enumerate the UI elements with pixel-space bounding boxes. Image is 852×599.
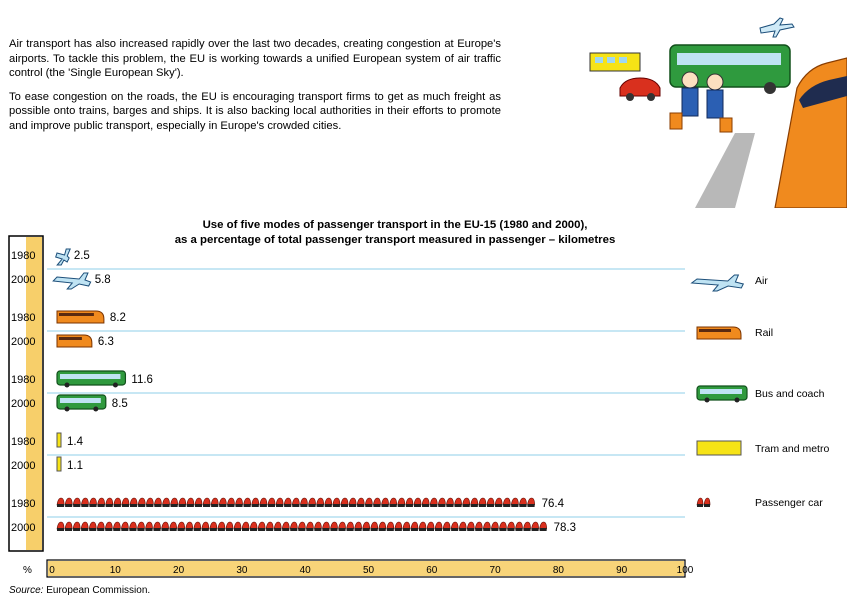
legend-label-car: Passenger car <box>755 497 823 509</box>
x-tick-label: 50 <box>362 565 375 576</box>
chart-title: Use of five modes of passenger transport in the EU-15 (1980 and 2000), <box>202 219 588 231</box>
year-label: 1980 <box>11 312 36 324</box>
value-label-air-1980: 2.5 <box>73 250 90 262</box>
x-tick-label: 30 <box>236 565 248 576</box>
x-tick-label: 0 <box>49 565 55 576</box>
value-label-tram-1980: 1.4 <box>67 436 83 448</box>
legend-icon-tram <box>697 441 741 455</box>
legend-icon-rail <box>697 327 741 339</box>
value-label-rail-2000: 6.3 <box>97 336 114 348</box>
value-label-car-1980: 76.4 <box>541 498 565 510</box>
value-label-tram-2000: 1.1 <box>67 460 83 472</box>
bar-rail-2000 <box>57 335 92 347</box>
x-tick-label: 40 <box>299 565 311 576</box>
x-tick-label: 60 <box>426 565 438 576</box>
x-tick-label: 100 <box>676 565 694 576</box>
chart-subtitle: as a percentage of total passenger transport measured in passenger – kilometres <box>174 234 616 246</box>
legend-label-tram: Tram and metro <box>755 443 830 455</box>
x-tick-label: 10 <box>109 565 121 576</box>
year-label: 1980 <box>11 498 36 510</box>
source-note <box>9 585 150 596</box>
year-label: 2000 <box>11 460 36 472</box>
legend-label-bus: Bus and coach <box>755 388 825 400</box>
source-text: European Commission. <box>43 585 151 596</box>
year-label: 1980 <box>11 436 36 448</box>
legend-icon-air <box>692 275 744 291</box>
legend-icon-bus <box>697 386 747 403</box>
legend-label-air: Air <box>755 275 768 287</box>
value-label-car-2000: 78.3 <box>553 522 577 534</box>
bar-bus-2000 <box>57 395 106 412</box>
year-label: 2000 <box>11 522 36 534</box>
value-label-rail-1980: 8.2 <box>109 312 126 324</box>
bar-rail-1980 <box>57 311 104 323</box>
legend-label-rail: Rail <box>755 327 774 339</box>
x-tick-label: 20 <box>173 565 185 576</box>
bar-car-1980 <box>57 498 535 507</box>
x-tick-label: 70 <box>489 565 501 576</box>
year-label: 1980 <box>11 374 36 386</box>
value-label-bus-2000: 8.5 <box>111 398 128 410</box>
intro-paragraph-2: To ease congestion on the roads, the EU is encouraging transport firms to get as much freight as possible onto trains, barges and ships. It is also backing local authorities in their efforts to promote and improve public transport, especially in Europe's crowded cities. <box>9 90 501 132</box>
intro-paragraph-1: Air transport has also increased rapidly over the last two decades, creating congestion at Europe's airports. To tackle this problem, the EU is working towards a unified European system of air traffic control (the 'Single European Sky'). <box>9 38 501 80</box>
legend-icon-car <box>697 498 710 507</box>
bar-tram-1980 <box>57 433 61 447</box>
value-label-bus-1980: 11.6 <box>131 374 153 386</box>
x-tick-label: 80 <box>552 565 564 576</box>
bar-bus-1980 <box>57 371 125 388</box>
bar-air-2000 <box>53 273 90 289</box>
year-label: 2000 <box>11 398 36 410</box>
bar-car-2000 <box>57 522 547 531</box>
value-label-air-2000: 5.8 <box>94 274 111 286</box>
source-label: Source: <box>9 585 44 596</box>
year-label: 1980 <box>11 250 36 262</box>
x-tick-label: 90 <box>616 565 628 576</box>
year-label: 2000 <box>11 274 36 286</box>
x-axis-unit: % <box>23 565 32 576</box>
year-label: 2000 <box>11 336 36 348</box>
bar-tram-2000 <box>57 457 61 471</box>
bar-air-1980 <box>56 249 71 265</box>
